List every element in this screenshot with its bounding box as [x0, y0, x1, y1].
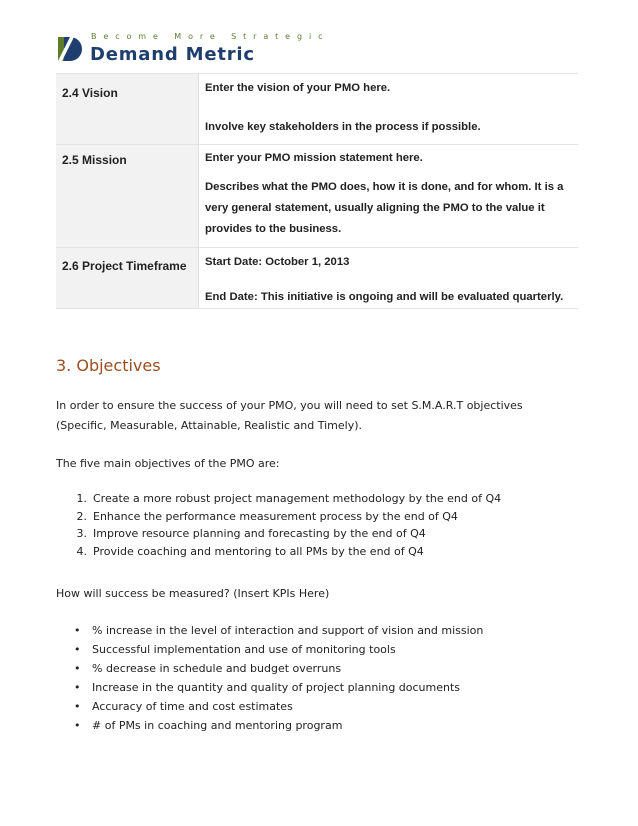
row-label-timeframe: 2.6 Project Timeframe — [62, 259, 187, 273]
bullet-icon: • — [74, 681, 81, 694]
kpi-intro: How will success be measured? (Insert KPIs Here) — [56, 587, 330, 600]
pmo-info-table — [56, 73, 578, 309]
row-label-mission: 2.5 Mission — [62, 153, 127, 167]
list-item: • Successful implementation and use of monitoring tools — [56, 640, 483, 659]
list-item: • # of PMs in coaching and mentoring program — [56, 716, 483, 735]
table-row — [56, 145, 578, 248]
table-label-cell — [56, 248, 199, 309]
list-item: 3. Improve resource planning and forecasting by the end of Q4 — [76, 527, 426, 540]
list-item: 2. Enhance the performance measurement process by the end of Q4 — [76, 509, 458, 523]
bullet-icon: • — [74, 719, 81, 732]
table-label-cell — [56, 74, 199, 145]
table-value-cell — [199, 100, 579, 145]
table-value-cell — [199, 74, 579, 100]
logo-mark-icon — [56, 34, 86, 64]
logo-tagline: Become More Strategic — [91, 32, 330, 41]
bullet-icon: • — [74, 700, 81, 713]
objectives-heading: 3. Objectives — [56, 356, 161, 375]
table-row — [56, 74, 578, 100]
table-label-cell — [56, 145, 199, 248]
demand-metric-logo — [56, 30, 330, 70]
vision-line-1: Enter the vision of your PMO here. — [205, 82, 391, 94]
mission-line-1: Enter your PMO mission statement here. — [205, 152, 423, 164]
table-row — [56, 248, 578, 309]
list-item: • % increase in the level of interaction and support of vision and mission — [56, 621, 483, 640]
objectives-list-intro: The five main objectives of the PMO are: — [56, 457, 280, 470]
list-item: • Increase in the quantity and quality of project planning documents — [56, 678, 483, 697]
table-value-cell — [199, 248, 579, 309]
timeframe-end: End Date: This initiative is ongoing and will be evaluated quarterly. — [205, 291, 564, 303]
list-item: 4. Provide coaching and mentoring to all PMs by the end of Q4 — [76, 544, 424, 558]
timeframe-start: Start Date: October 1, 2013 — [205, 256, 350, 268]
logo-brand-name: Demand Metric — [90, 44, 255, 65]
bullet-icon: • — [74, 662, 81, 675]
bullet-icon: • — [74, 624, 81, 637]
row-label-vision: 2.4 Vision — [62, 86, 118, 100]
table-value-cell — [199, 145, 579, 248]
list-item: • Accuracy of time and cost estimates — [56, 697, 483, 716]
kpi-list — [56, 621, 483, 735]
mission-line-2: Describes what the PMO does, how it is done, and for whom. It is a very general statement, usually aligning the PMO to the value it provides to the business. — [205, 181, 564, 235]
bullet-icon: • — [74, 643, 81, 656]
objectives-list — [56, 490, 501, 560]
objectives-intro: In order to ensure the success of your PMO, you will need to set S.M.A.R.T objectives (Specific, Measurable, Attainable, Realistic and Timely). — [56, 399, 523, 432]
vision-line-2: Involve key stakeholders in the process if possible. — [205, 121, 481, 133]
list-item: 1. Create a more robust project management methodology by the end of Q4 — [76, 492, 502, 505]
list-item: • % decrease in schedule and budget overruns — [56, 659, 483, 678]
